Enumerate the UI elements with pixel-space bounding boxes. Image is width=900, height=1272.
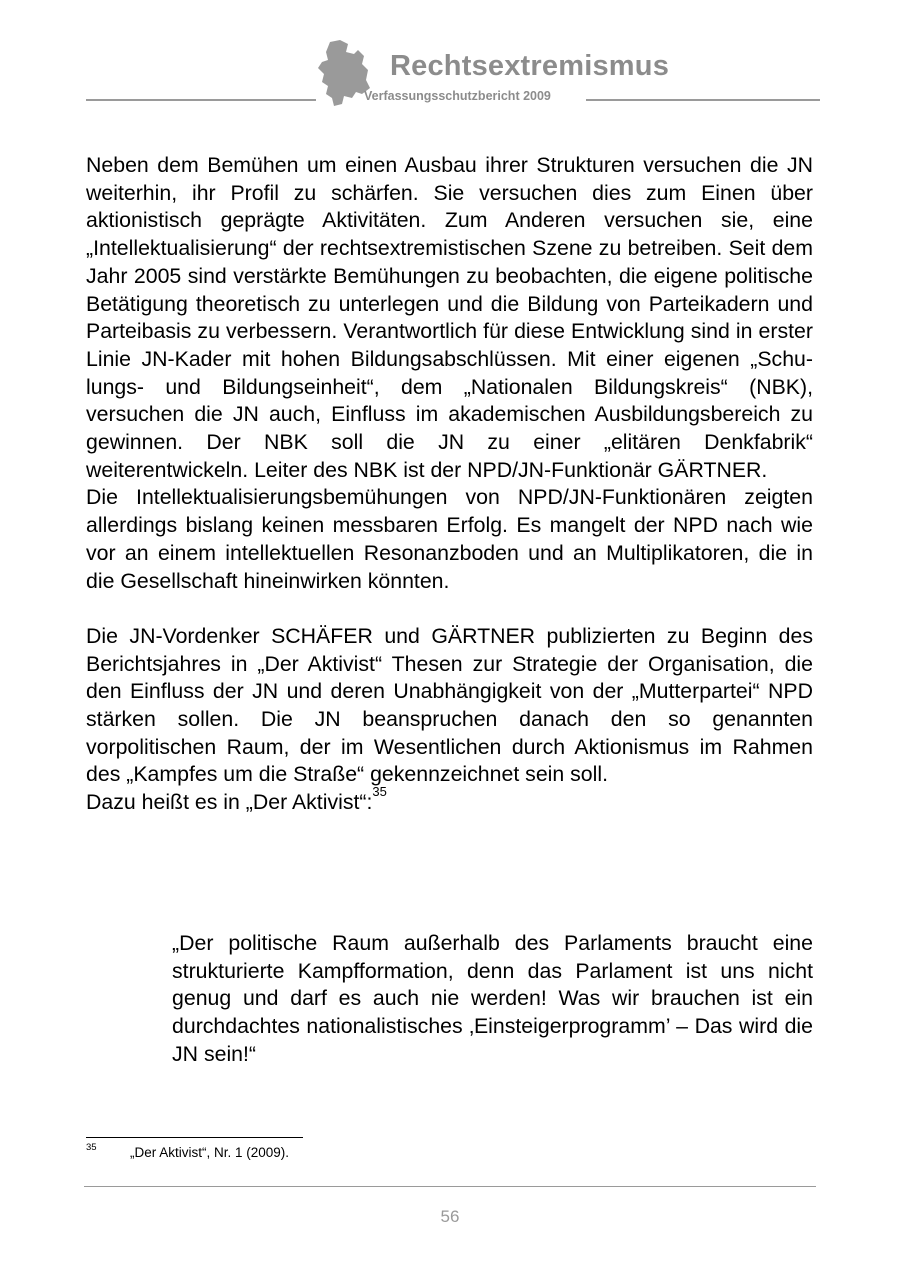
footnote-rule [86,1137,303,1138]
footer-rule [84,1186,816,1187]
footnote-reference: 35 [372,784,387,800]
paragraph-4-text: Dazu heißt es in „Der Aktivist“: [86,790,373,815]
header-rule-left [86,99,316,101]
state-map-icon [318,40,370,106]
page-number: 56 [440,1207,460,1226]
paragraph-4 [86,784,813,817]
paragraph-1: Neben dem Bemühen um einen Ausbau ihrer Strukturen versuchen die JN weiterhin, ihr Profil zu schärfen. Sie versuchen dies zum Einen über aktionistisch geprägte Aktivitäten. Zum Anderen versuchen sie, eine „Intellektualisierung“ der rechtsextremistischen Szene zu betreiben. Seit dem Jahr 2005 sind verstärkte Bemühungen zu beobachten, die eigene politische Betätigung theoretisch zu unterlegen und die Bildung von Parteikadern und Parteibasis zu verbessern. Verantwortlich für diese Entwicklung sind in erster Linie JN-Kader mit hohen Bildungsabschlüssen. Mit einer eigenen „Schulungs- und Bildungseinheit“, dem „Nationalen Bildungskreis“ (NBK), versuchen die JN auch, Einfluss im akademischen Ausbildungsbereich zu gewinnen. Der NBK soll die JN zu einer „elitären Denkfabrik“ weiterentwickeln. Leiter des NBK ist der NPD/JN-Funktionär GÄRTNER. [86,153,813,482]
header-subtitle: Verfassungsschutzbericht 2009 [364,89,551,103]
page-header [0,0,900,110]
footnote-text: „Der Aktivist“, Nr. 1 (2009). [130,1145,290,1160]
header-rule-right [586,99,820,101]
footnote-number: 35 [86,1142,97,1153]
paragraph-2: Die Intellektualisierungsbemühungen von NPD/JN-Funktionären zeigten allerdings bislang keinen messbaren Erfolg. Es mangelt der NPD nach wie vor an einem intellektuellen Resonanzboden und an Multiplikatoren, die in die Gesellschaft hineinwirken könnten. [86,485,813,593]
block-quote [172,930,813,1069]
header-title: Rechtsextremismus [390,50,670,82]
main-text [86,152,813,817]
paragraph-3: Die JN-Vordenker SCHÄFER und GÄRTNER publizierten zu Beginn des Berichtsjahres in „Der Aktivist“ Thesen zur Strategie der Organisation, die den Einfluss der JN und deren Unabhängigkeit von der „Mutterpartei“ NPD stärken sollen. Die JN beanspruchen danach den so genannten vorpolitischen Raum, der im Wesentlichen durch Aktionismus im Rahmen des „Kampfes um die Straße“ gekennzeichnet sein soll. [86,623,813,787]
quote-text: „Der politische Raum außerhalb des Parlaments braucht eine strukturierte Kampfformation, denn das Parlament ist uns nicht genug und darf es auch nie werden! Was wir brauchen ist ein durchdachtes nationalistisches ‚Einsteigerprogramm’ – Das wird die JN sein!“ [172,931,813,1066]
